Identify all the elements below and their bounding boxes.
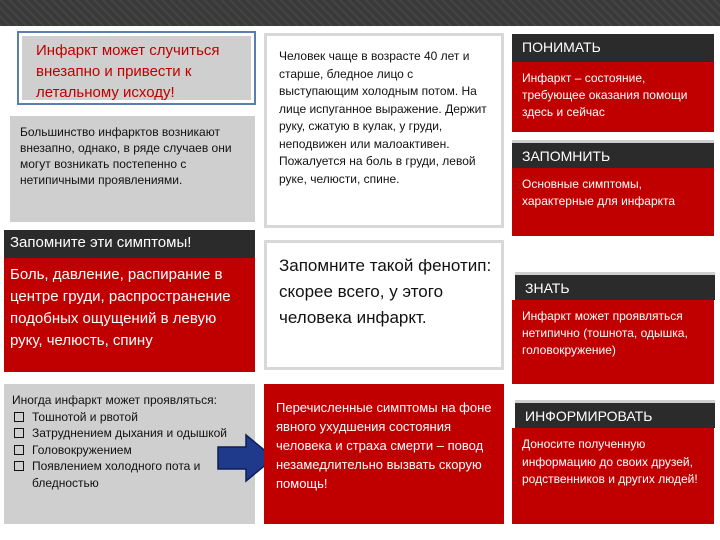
list-item: Затруднением дыхания и одышкой — [12, 425, 249, 442]
checkbox-bullet-icon — [14, 445, 24, 455]
checkbox-bullet-icon — [14, 412, 24, 422]
phenotype-note: Запомните такой фенотип: скорее всего, у этого человека инфаркт. — [264, 240, 504, 370]
inform-text: Доносите полученную информацию до своих друзей, родственников и других людей! — [512, 428, 714, 524]
patient-description: Человек чаще в возрасте 40 лет и старше, бледное лицо с выступающим холодным потом. На лице испуганное выражение. Держит руку, сжатую в кулак, у груди, неподвижен или малоактивен. Пожалуется на боль в груди, левой руке, челюсти, спине. — [264, 33, 504, 228]
remember-heading: ЗАПОМНИТЬ — [512, 140, 714, 168]
checkbox-bullet-icon — [14, 461, 24, 471]
understand-heading: ПОНИМАТЬ — [512, 34, 714, 62]
top-decorative-bar — [0, 0, 720, 26]
inform-heading: ИНФОРМИРОВАТЬ — [515, 400, 715, 428]
symptoms-heading: Запомните эти симптомы! — [4, 230, 255, 258]
atypical-list — [12, 409, 249, 492]
checkbox-bullet-icon — [14, 428, 24, 438]
atypical-intro: Иногда инфаркт может проявляться: — [12, 393, 217, 407]
list-item: Тошнотой и рвотой — [12, 409, 249, 426]
sudden-onset-paragraph: Большинство инфарктов возникают внезапно, однако, в ряде случаев они могут возникать постепенно с нетипичными проявлениями. — [10, 116, 255, 222]
know-text: Инфаркт может проявляться нетипично (тошнота, одышка, головокружение) — [512, 300, 714, 384]
heart-attack-warning-title: Инфаркт может случиться внезапно и привести к летальному исходу! — [19, 33, 254, 103]
call-ambulance-note: Перечисленные симптомы на фоне явного ухудшения состояния человека и страха смерти – повод незамедлительно вызвать скорую помощь! — [264, 384, 504, 524]
understand-text: Инфаркт – состояние, требующее оказания помощи здесь и сейчас — [512, 62, 714, 132]
list-item: Появлением холодного пота и бледностью — [12, 458, 249, 491]
list-item: Головокружением — [12, 442, 249, 459]
symptoms-description: Боль, давление, распирание в центре груди, распространение подобных ощущений в левую руку, челюсть, спину — [4, 258, 255, 372]
remember-text: Основные симптомы, характерные для инфаркта — [512, 168, 714, 236]
know-heading: ЗНАТЬ — [515, 272, 715, 300]
